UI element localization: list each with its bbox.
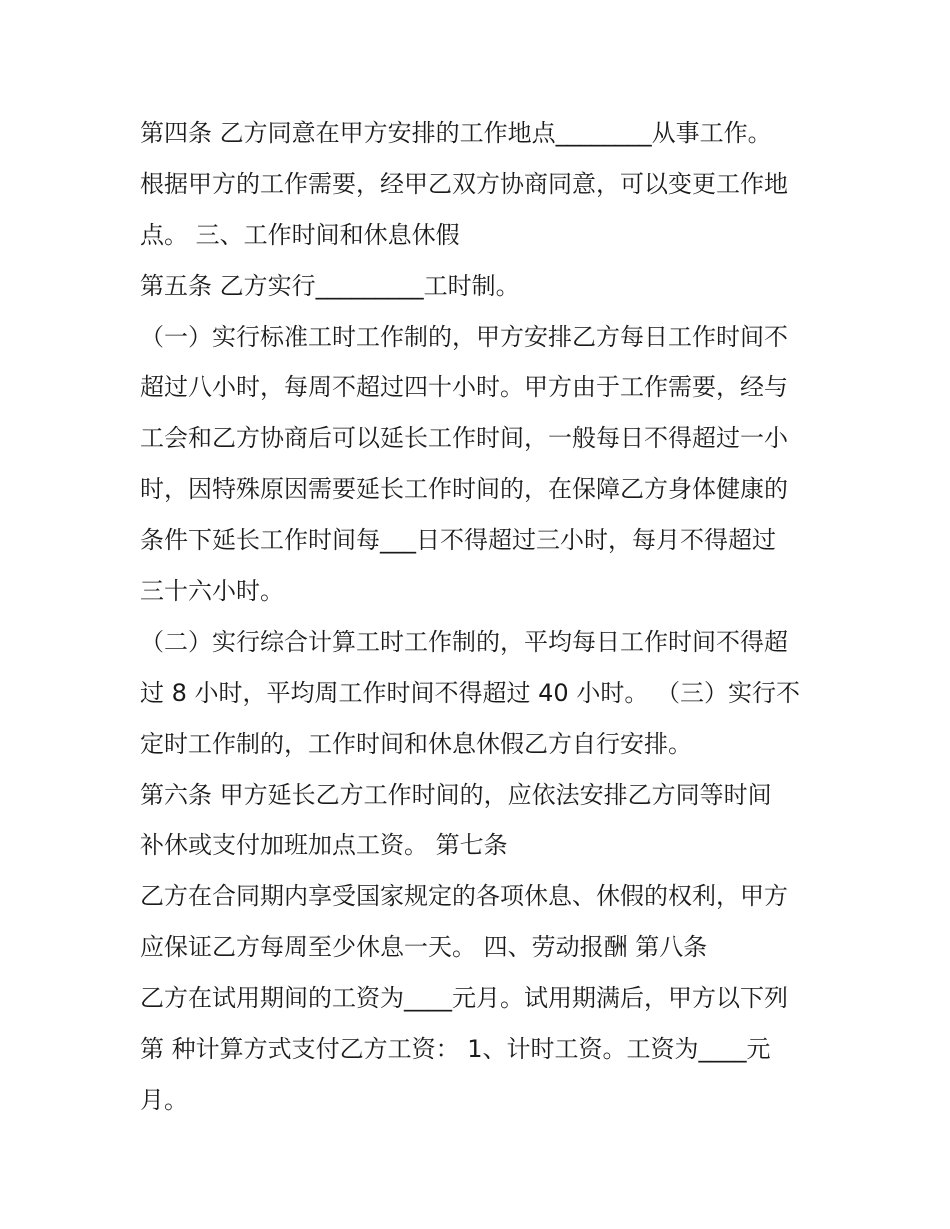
text-line: 点。 三、工作时间和休息休假 — [140, 220, 460, 249]
text-line: 工会和乙方协商后可以延长工作时间，一般每日不得超过一小 — [140, 424, 788, 453]
text-line: 乙方在试用期间的工资为____元月。试用期满后，甲方以下列 — [140, 984, 788, 1013]
text-line: 时，因特殊原因需要延长工作时间的，在保障乙方身体健康的 — [140, 475, 788, 504]
text-line: 应保证乙方每周至少休息一天。 四、劳动报酬 第八条 — [140, 933, 708, 962]
text-line: 第 种计算方式支付乙方工资： 1、计时工资。工资为____元 — [140, 1035, 771, 1064]
contract-text — [140, 108, 820, 1126]
text-line: 第五条 乙方实行_________工时制。 — [140, 271, 520, 300]
text-line: 条件下延长工作时间每___日不得超过三小时，每月不得超过 — [140, 526, 776, 555]
text-line: 三十六小时。 — [140, 577, 284, 606]
text-line: 乙方在合同期内享受国家规定的各项休息、休假的权利，甲方 — [140, 882, 788, 911]
text-line: （一）实行标准工时工作制的，甲方安排乙方每日工作时间不 — [140, 322, 788, 351]
text-line: 定时工作制的，工作时间和休息休假乙方自行安排。 — [140, 729, 692, 758]
text-line: 第六条 甲方延长乙方工作时间的，应依法安排乙方同等时间 — [140, 780, 772, 809]
text-line: 过 8 小时，平均周工作时间不得超过 40 小时。 （三）实行不 — [140, 678, 800, 707]
text-line: 补休或支付加班加点工资。 第七条 — [140, 831, 508, 860]
text-line: （二）实行综合计算工时工作制的，平均每日工作时间不得超 — [140, 627, 788, 656]
text-line: 根据甲方的工作需要，经甲乙双方协商同意，可以变更工作地 — [140, 169, 788, 198]
text-line: 超过八小时，每周不超过四十小时。甲方由于工作需要，经与 — [140, 373, 788, 402]
text-line: 月。 — [140, 1085, 188, 1114]
text-line: 第四条 乙方同意在甲方安排的工作地点________从事工作。 — [140, 119, 772, 147]
